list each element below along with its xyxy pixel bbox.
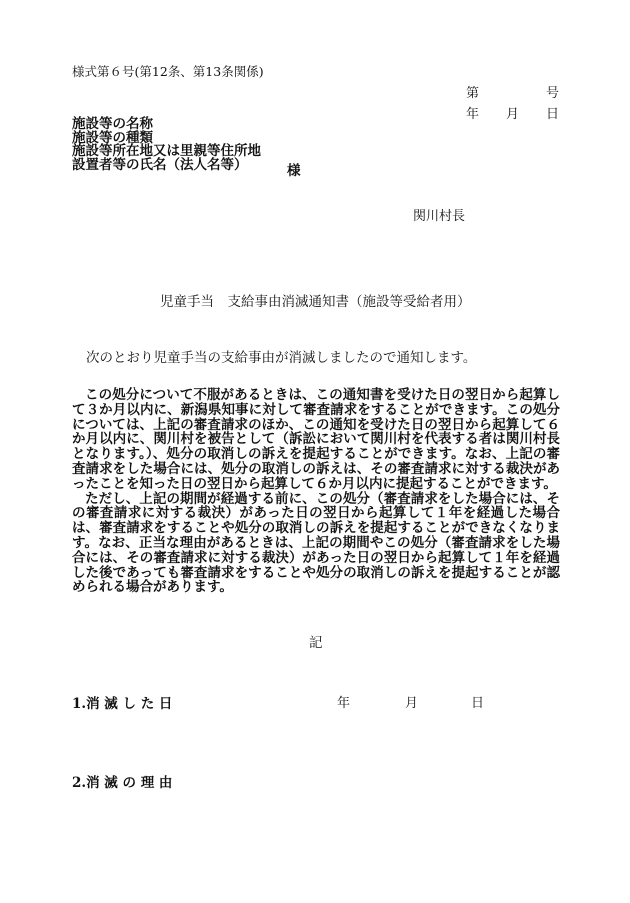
document-number-suffix: 号: [546, 86, 560, 101]
date-day: 日: [546, 107, 560, 122]
ki-heading: 記: [309, 635, 323, 651]
field-founder-name: 設置者等の氏名（法人名等）: [72, 156, 248, 173]
field-facility-type: 施設等の種類: [72, 129, 153, 146]
field-facility-name: 施設等の名称: [72, 116, 153, 132]
date-month: 月: [506, 107, 520, 122]
recipient-fields: [72, 118, 261, 172]
field-facility-address: 施設等所在地又は里親等住所地: [72, 143, 261, 159]
appeal-notice-paragraph-1: この処分について不服があるときは、この通知書を受けた日の翌日から起算して３か月以内に、新潟県知事に対して審査請求をすることができます。この処分については、上記の審査請求のほか、この通知を受けた日の翌日から起算して６か月以内に、関川村を被告として（訴訟において関川村を代表する者は関川村長となります。）、処分の取消しの訴えを提起することができます。なお、上記の審査請求をした場合には、処分の取消しの訴えは、その審査請求に対する裁決があったことを知った日の翌日から起算して６か月以内に提起することができます。: [72, 387, 560, 492]
item-extinction-reason-label: 2.消 滅 の 理 由: [72, 775, 173, 791]
issuer-name: 関川村長: [413, 209, 466, 224]
document-title: 児童手当 支給事由消滅通知書（施設等受給者用）: [160, 294, 471, 310]
intro-text: 次のとおり児童手当の支給事由が消滅しましたので通知します。: [86, 350, 477, 366]
appeal-notice-paragraph-2: ただし、上記の期間が経過する前に、この処分（審査請求をした場合には、その審査請求に対する裁決）があった日の翌日から起算して１年を経過した場合は、審査請求をすることや処分の取消しの訴えを提起することができなくなります。なお、正当な理由があるときは、上記の期間やこの処分（審査請求をした場合には、その審査請求に対する裁決）があった日の翌日から起算して１年を経過した後であっても審査請求をすることや処分の取消しの訴えを提起することが認められる場合があります。: [72, 490, 560, 596]
item-extinction-year: 年: [337, 696, 351, 711]
document-number-prefix: 第: [466, 86, 480, 101]
date-year: 年: [466, 107, 480, 122]
item-extinction-date-label: 1.消 滅 し た 日: [72, 696, 173, 712]
form-reference: 様式第６号(第12条、第13条関係): [72, 64, 264, 79]
item-extinction-month: 月: [405, 696, 419, 711]
item-extinction-day: 日: [471, 696, 485, 711]
honorific: 様: [287, 163, 301, 179]
appeal-notice: [72, 388, 560, 595]
